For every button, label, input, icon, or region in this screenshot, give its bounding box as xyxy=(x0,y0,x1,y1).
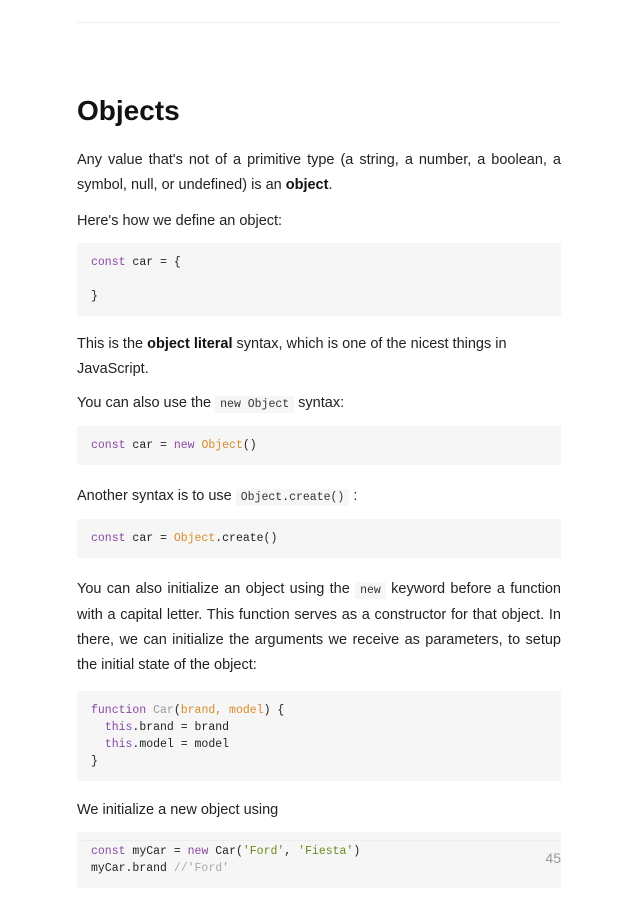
code4-line3: .model = model xyxy=(132,738,230,751)
intro-end: . xyxy=(328,177,333,193)
page-content xyxy=(77,93,561,888)
literal-text: This is the xyxy=(77,336,148,352)
code5-comma: , xyxy=(284,845,299,858)
code2-mid: car = xyxy=(125,439,174,452)
code5-string-fiesta: 'Fiesta' xyxy=(298,845,354,858)
code3-keyword: const xyxy=(91,532,126,545)
code5-comment: //'Ford' xyxy=(173,862,230,875)
code5-close: ) xyxy=(353,845,361,858)
page-heading: Objects xyxy=(77,95,180,126)
bottom-rule xyxy=(77,840,561,841)
literal-end: syntax, which is one of the nicest things in JavaScript. xyxy=(77,336,507,377)
code5-new-keyword: new xyxy=(187,845,209,858)
code1-keyword: const xyxy=(91,256,126,269)
constructor-text: You can also initialize an object using the xyxy=(77,581,356,597)
code5-mid: myCar = xyxy=(125,845,188,858)
code4-function-name: Car xyxy=(153,704,174,717)
code4-brace: { xyxy=(270,704,285,717)
code4-close: } xyxy=(91,755,98,768)
create-end: : xyxy=(349,488,358,504)
new-object-text: You can also use the xyxy=(77,395,216,411)
intro-paragraph xyxy=(77,148,561,198)
code-block-object-create xyxy=(77,519,561,558)
new-object-paragraph xyxy=(77,391,561,417)
intro-bold: object xyxy=(285,177,329,193)
create-text: Another syntax is to use xyxy=(77,488,236,504)
intro-text: Any value that's not of a primitive type (a string, a number, a boolean, a symbol, null, or undefined) is an xyxy=(77,152,561,193)
literal-bold: object literal xyxy=(147,336,233,352)
page-number: 45 xyxy=(545,850,561,866)
code3-class: Object xyxy=(173,532,216,545)
inline-code-new-object: new Object xyxy=(215,396,294,413)
code5-call: Car( xyxy=(208,845,243,858)
code4-line2: .brand = brand xyxy=(132,721,230,734)
define-paragraph: Here's how we define an object: xyxy=(77,213,283,229)
code1-line2: } xyxy=(91,290,98,303)
code-block-constructor xyxy=(77,691,561,781)
code4-function-keyword: function xyxy=(91,704,147,717)
create-paragraph xyxy=(77,484,561,510)
top-rule xyxy=(77,22,561,23)
new-object-end: syntax: xyxy=(294,395,345,411)
code2-keyword: const xyxy=(91,439,126,452)
code2-new-keyword: new xyxy=(173,439,195,452)
literal-paragraph xyxy=(77,332,561,382)
code4-paren-close: ) xyxy=(263,704,271,717)
init-paragraph: We initialize a new object using xyxy=(77,802,279,818)
code5-string-ford: 'Ford' xyxy=(242,845,285,858)
inline-code-object-create: Object.create() xyxy=(236,489,350,506)
code2-end: () xyxy=(242,439,257,452)
code4-paren-open: ( xyxy=(173,704,181,717)
code1-line1: car = { xyxy=(125,256,181,269)
code4-params: brand, model xyxy=(180,704,264,717)
code-block-new-object xyxy=(77,426,561,465)
inline-code-new: new xyxy=(355,582,386,599)
code3-end: .create() xyxy=(215,532,278,545)
code2-class: Object xyxy=(201,439,243,452)
code5-keyword: const xyxy=(91,845,126,858)
constructor-end: keyword before a function with a capital letter. This function serves as a constructor for that object. In there, we can initialize the arguments we receive as parameters, to setup the initial state of the object: xyxy=(77,581,561,673)
code4-this-2: this xyxy=(104,738,133,751)
constructor-paragraph xyxy=(77,577,561,678)
code-block-object-literal xyxy=(77,243,561,316)
code5-line2: myCar.brand xyxy=(91,862,174,875)
code3-mid: car = xyxy=(125,532,174,545)
code4-this-1: this xyxy=(104,721,133,734)
